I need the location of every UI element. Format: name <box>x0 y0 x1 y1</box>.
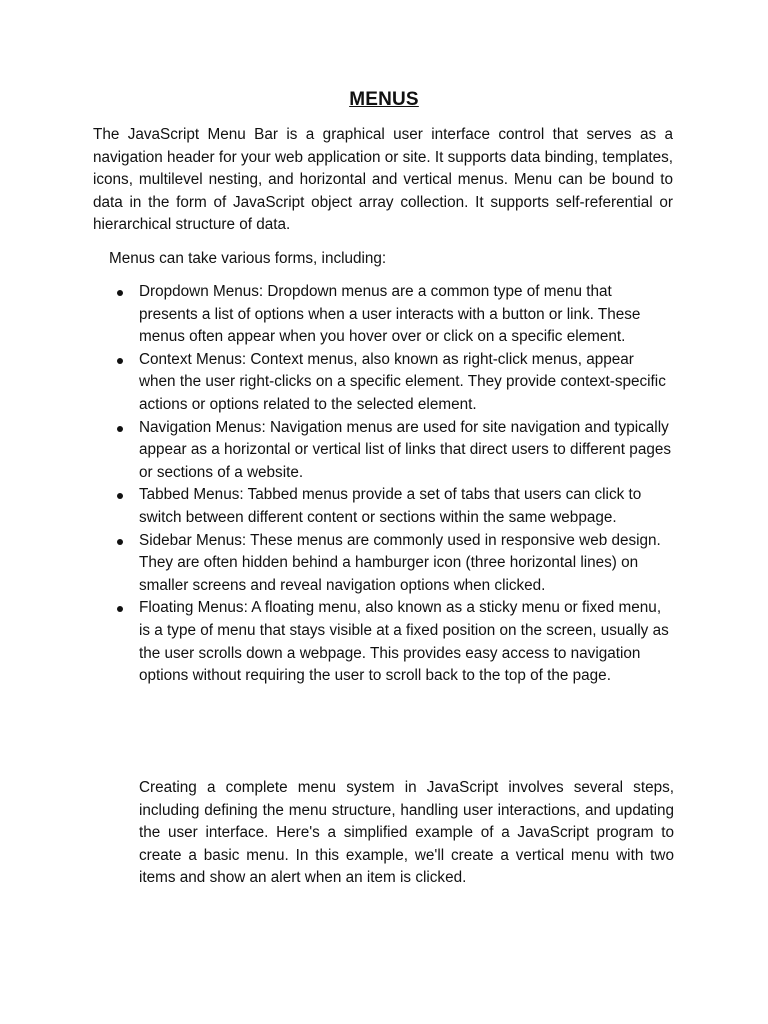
menu-types-list <box>139 281 674 688</box>
list-lead-text: Menus can take various forms, including: <box>109 250 387 267</box>
bullet-icon <box>117 493 123 499</box>
bullet-icon <box>117 290 123 296</box>
closing-paragraph: Creating a complete menu system in JavaScript involves several steps, including defining the menu structure, handling user interactions, and updating the user interface. Here's a simplified example of a JavaScript program to create a basic menu. In this example, we'll create a vertical menu with two items and show an alert when an item is clicked. <box>139 779 674 887</box>
list-item-text: Floating Menus: A floating menu, also known as a sticky menu or fixed menu, is a type of menu that stays visible at a fixed position on the screen, usually as the user scrolls down a webpage. This provides easy access to navigation options without requiring the user to scroll back to the top of the page. <box>139 599 669 685</box>
list-item <box>139 597 674 687</box>
list-item <box>139 281 674 349</box>
list-item-text: Context Menus: Context menus, also known as right-click menus, appear when the user right-clicks on a specific element. They provide context-specific actions or options related to the selected element. <box>139 350 666 413</box>
bullet-icon <box>117 539 123 545</box>
list-item <box>139 349 674 417</box>
list-item-text: Sidebar Menus: These menus are commonly used in responsive web design. They are often hidden behind a hamburger icon (three horizontal lines) on smaller screens and reveal navigation options when clicked. <box>139 531 661 594</box>
list-item <box>139 484 674 529</box>
list-item-text: Tabbed Menus: Tabbed menus provide a set of tabs that users can click to switch between different content or sections within the same webpage. <box>139 486 642 526</box>
page-title: MENUS <box>349 89 419 110</box>
list-item-text: Dropdown Menus: Dropdown menus are a common type of menu that presents a list of options when a user interacts with a button or link. These menus often appear when you hover over or click on a specific element. <box>139 283 641 346</box>
bullet-icon <box>117 358 123 364</box>
intro-paragraph: The JavaScript Menu Bar is a graphical user interface control that serves as a navigation header for your web application or site. It supports data binding, templates, icons, multilevel nesting, and horizontal and vertical menus. Menu can be bound to data in the form of JavaScript object array collection. It supports self-referential or hierarchical structure of data. <box>93 126 673 234</box>
list-item <box>139 530 674 598</box>
list-item-text: Navigation Menus: Navigation menus are used for site navigation and typically appear as a horizontal or vertical list of links that direct users to different pages or sections of a website. <box>139 418 671 481</box>
bullet-icon <box>117 426 123 432</box>
bullet-icon <box>117 606 123 612</box>
list-item <box>139 417 674 485</box>
